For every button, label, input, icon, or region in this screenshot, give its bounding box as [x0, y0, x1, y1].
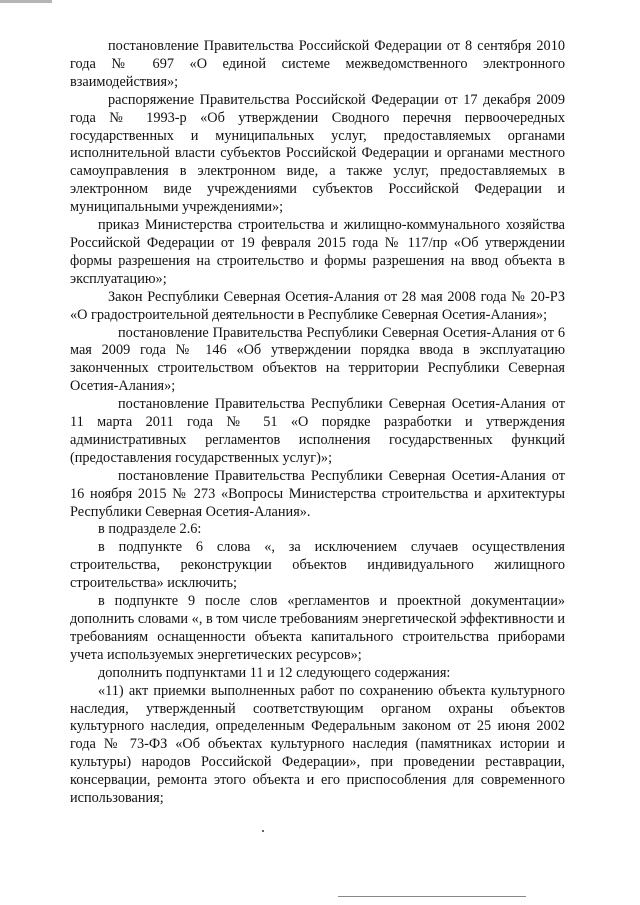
- paragraph-resolution-51: постановление Правительства Республики Северная Осетия-Алания от 11 марта 2011 года № 51 «О порядке разработки и утверждения административных регламентов исполнения государственных функций (предоставления государственных услуг)»;: [70, 396, 565, 466]
- scan-dot: [262, 830, 264, 832]
- footer-rule: [338, 896, 526, 897]
- paragraph-law-20rz: Закон Республики Северная Осетия-Алания от 28 мая 2008 года № 20-РЗ «О градостроительной деятельности в Республике Северная Осетия-Алания»;: [70, 288, 565, 323]
- paragraph-resolution-697: постановление Правительства Российской Федерации от 8 сентября 2010 года № 697 «О единой системе межведомственного электронного взаимодействия»;: [70, 38, 565, 90]
- paragraph-subitem-9: в подпункте 9 после слов «регламентов и проектной документации» дополнить словами «, в том числе требованиям энергетической эффективности и требованиям оснащенности объекта капитального строительства приборами учета используемых энергетических ресурсов»;: [70, 593, 565, 663]
- paragraph-subsection-2-6: в подразделе 2.6:: [98, 521, 202, 538]
- document-body: [70, 38, 565, 808]
- paragraph-order-1993r: распоряжение Правительства Российской Федерации от 17 декабря 2009 года № 1993-р «Об утверждении Сводного перечня первоочередных государственных и муниципальных услуг, предоставляемых органами исполнительной власти субъектов Российской Федерации и органами местного самоуправления в электронном виде, а также услуг, предоставляемых в электронном виде учреждениями субъектов Российской Федерации и муниципальными учреждениями»;: [70, 91, 565, 216]
- paragraph-subitem-6: в подпункте 6 слова «, за исключением случаев осуществления строительства, реконструкции объектов индивидуального жилищного строительства» исключить;: [70, 539, 565, 592]
- scan-artifact: [0, 0, 52, 3]
- paragraph-ministry-order-117pr: приказ Министерства строительства и жилищно-коммунального хозяйства Российской Федерации от 19 февраля 2015 года № 117/пр «Об утверждении формы разрешения на строительство и формы разрешения на ввод объекта в эксплуатацию»;: [70, 217, 565, 287]
- paragraph-subitem-11: «11) акт приемки выполненных работ по сохранению объекта культурного наследия, утвержденный соответствующим органом охраны объектов культурного наследия, определенным Федеральным законом от 25 июня 2002 года № 73-ФЗ «Об объектах культурного наследия (памятниках истории и культуры) народов Российской Федерации», при проведении реставрации, консервации, ремонта этого объекта и его приспособления для современного использования;: [70, 682, 565, 807]
- paragraph-add-subitems: дополнить подпунктами 11 и 12 следующего содержания:: [98, 664, 451, 681]
- paragraph-resolution-273: постановление Правительства Республики Северная Осетия-Алания от 16 ноября 2015 № 273 «Вопросы Министерства строительства и архитектуры Республики Северная Осетия-Алания».: [70, 467, 565, 520]
- paragraph-resolution-146: постановление Правительства Республики Северная Осетия-Алания от 6 мая 2009 года № 146 «Об утверждении порядка ввода в эксплуатацию законченных строительством объектов на территории Республики Северная Осетия-Алания»;: [70, 324, 565, 395]
